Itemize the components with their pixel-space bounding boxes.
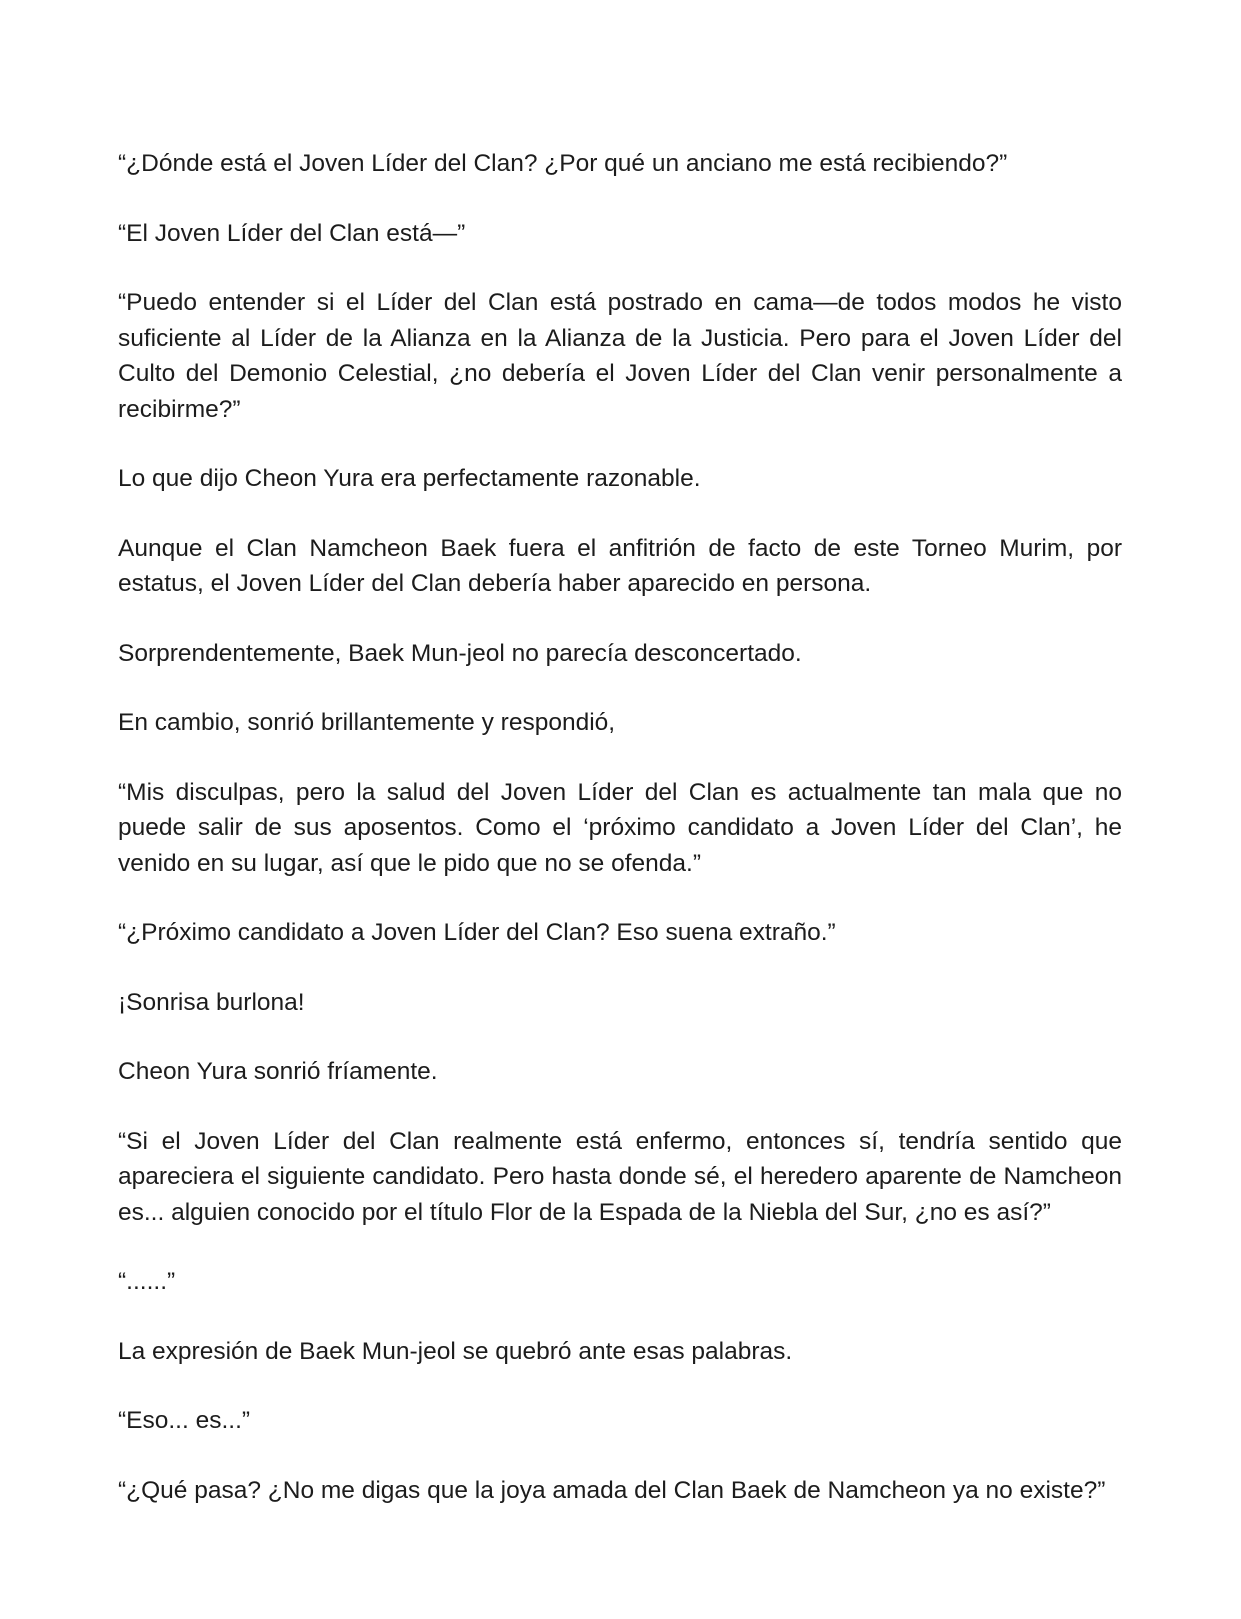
paragraph: “¿Dónde está el Joven Líder del Clan? ¿Por qué un anciano me está recibiendo?” [118,150,1008,177]
paragraph: La expresión de Baek Mun-jeol se quebró ante esas palabras. [118,1337,793,1365]
paragraph: “¿Próximo candidato a Joven Líder del Clan? Eso suena extraño.” [118,919,836,946]
paragraph: “El Joven Líder del Clan está—” [118,219,466,247]
paragraph: “Eso... es...” [118,1407,251,1434]
paragraph: “Mis disculpas, pero la salud del Joven Líder del Clan es actualmente tan mala que no puede salir de sus aposentos. Como el ‘próximo candidato a Joven Líder del Clan’, he venido en su lugar, así que le pido que no se ofenda.” [118,778,1122,877]
paragraph: En cambio, sonrió brillantemente y respondió, [118,709,616,736]
paragraph: “Si el Joven Líder del Clan realmente está enfermo, entonces sí, tendría sentido que apareciera el siguiente candidato. Pero hasta donde sé, el heredero aparente de Namcheon es... alguien conocido por el título Flor de la Espada de la Niebla del Sur, ¿no es así?” [118,1127,1122,1226]
paragraph: “Puedo entender si el Líder del Clan está postrado en cama—de todos modos he visto suficiente al Líder de la Alianza en la Alianza de la Justicia. Pero para el Joven Líder del Culto del Demonio Celestial, ¿no debería el Joven Líder del Clan venir personalmente a recibirme?” [118,289,1122,423]
paragraph: Lo que dijo Cheon Yura era perfectamente razonable. [118,465,701,492]
paragraph: Sorprendentemente, Baek Mun-jeol no parecía desconcertado. [118,639,802,667]
paragraph: Cheon Yura sonrió fríamente. [118,1058,438,1085]
paragraph: Aunque el Clan Namcheon Baek fuera el anfitrión de facto de este Torneo Murim, por estatus, el Joven Líder del Clan debería haber aparecido en persona. [118,534,1122,597]
paragraph: “¿Qué pasa? ¿No me digas que la joya amada del Clan Baek de Namcheon ya no existe?” [118,1476,1106,1504]
text-body [118,146,1122,1542]
paragraph: “......” [118,1268,176,1295]
paragraph: ¡Sonrisa burlona! [118,988,305,1016]
